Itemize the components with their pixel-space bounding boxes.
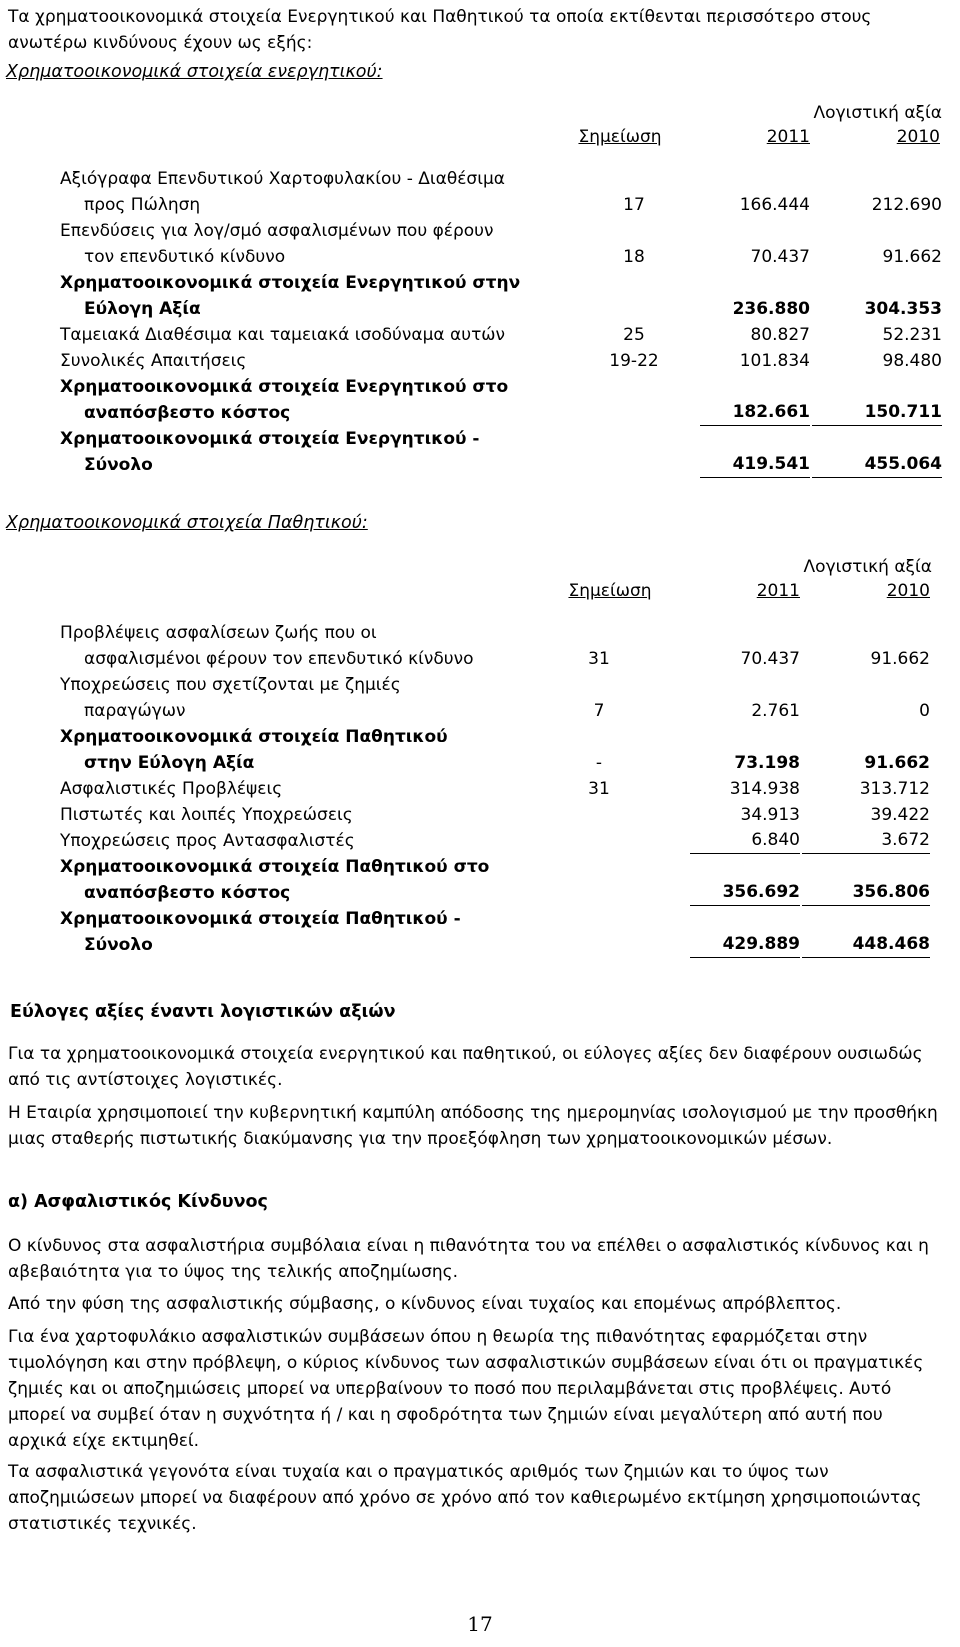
row-label-line-2: στην Εύλογη Αξία <box>84 753 255 773</box>
row-label <box>60 802 580 828</box>
table-row <box>0 166 960 218</box>
fair-value-heading: Εύλογες αξίες έναντι λογιστικών αξιών <box>10 1002 396 1022</box>
row-label-line-1: Επενδύσεις για λογ/σμό ασφαλισμένων που φέρουν <box>60 221 494 241</box>
row-label <box>60 322 580 348</box>
row-label-line-2: Σύνολο <box>84 455 153 475</box>
row-value-2011: 314.938 <box>729 779 800 799</box>
row-label-line-1: Συνολικές Απαιτήσεις <box>60 351 247 371</box>
row-note: 17 <box>623 195 645 215</box>
row-value-2011: 70.437 <box>740 649 800 669</box>
row-label-line-1: Χρηματοοικονομικά στοιχεία Παθητικού στο <box>60 857 490 877</box>
row-label-line-2: παραγώγων <box>84 701 186 721</box>
row-value-2010: 448.468 <box>802 931 930 958</box>
row-value-2011: 166.444 <box>739 195 810 215</box>
assets-section-title: Χρηματοοικονομικά στοιχεία ενεργητικού: <box>6 62 383 82</box>
row-label-line-2: προς Πώληση <box>84 195 201 215</box>
row-label <box>60 348 580 374</box>
row-note: 7 <box>593 701 605 721</box>
insurance-risk-paragraph-1: Ο κίνδυνος στα ασφαλιστήρια συμβόλαια είναι η πιθανότητα του να επέλθει ο ασφαλιστικός κίνδυνος και η αβεβαιότητα για το ύψος της τελικής αποζημίωσης. <box>8 1236 929 1282</box>
row-label <box>60 374 580 426</box>
table-row <box>0 322 960 348</box>
table-row <box>0 374 960 426</box>
fair-value-paragraph-1: Για τα χρηματοοικονομικά στοιχεία ενεργητικού και παθητικού, οι εύλογες αξίες δεν διαφέρουν ουσιωδώς από τις αντίστοιχες λογιστικές. <box>8 1044 923 1090</box>
table-row <box>0 270 960 322</box>
liabilities-year-2010-header: 2010 <box>886 581 930 601</box>
row-value-2010: 455.064 <box>812 451 942 478</box>
row-value-2010: 0 <box>919 701 930 721</box>
table-row <box>0 724 960 776</box>
row-label-line-1: Χρηματοοικονομικά στοιχεία Παθητικού <box>60 727 448 747</box>
row-label-line-2: τον επενδυτικό κίνδυνο <box>84 247 286 267</box>
row-value-2010: 91.662 <box>864 753 930 773</box>
row-value-2010: 52.231 <box>882 325 942 345</box>
row-value-2011: 419.541 <box>700 451 810 478</box>
table-row <box>0 672 960 724</box>
table-row <box>0 620 960 672</box>
row-value-2010: 356.806 <box>802 879 930 906</box>
row-value-2011: 2.761 <box>751 701 800 721</box>
row-label <box>60 906 580 958</box>
row-value-2010: 98.480 <box>882 351 942 371</box>
row-value-2010: 39.422 <box>870 805 930 825</box>
row-value-2011: 182.661 <box>700 399 810 426</box>
row-label-line-1: Υποχρεώσεις προς Αντασφαλιστές <box>60 831 355 851</box>
table-row <box>0 218 960 270</box>
row-value-2010: 91.662 <box>870 649 930 669</box>
row-value-2010: 313.712 <box>859 779 930 799</box>
row-note: 31 <box>588 779 610 799</box>
assets-note-header: Σημείωση <box>578 127 662 147</box>
table-row <box>0 776 960 802</box>
row-value-2011: 6.840 <box>690 827 800 854</box>
table-row <box>0 802 960 828</box>
row-label <box>60 672 580 724</box>
row-value-2011: 70.437 <box>750 247 810 267</box>
row-value-2011: 429.889 <box>690 931 800 958</box>
row-value-2010: 304.353 <box>864 299 942 319</box>
table-row <box>0 854 960 906</box>
row-label-line-2: αναπόσβεστο κόστος <box>84 883 291 903</box>
row-label-line-1: Χρηματοοικονομικά στοιχεία Ενεργητικού στο <box>60 377 509 397</box>
row-label-line-1: Χρηματοοικονομικά στοιχεία Ενεργητικού - <box>60 429 480 449</box>
table-row <box>0 906 960 958</box>
insurance-risk-paragraph-3: Για ένα χαρτοφυλάκιο ασφαλιστικών συμβάσεων όπου η θεωρία της πιθανότητας εφαρμόζεται στην τιμολόγηση και στην πρόβλεψη, ο κύριος κίνδυνος των ασφαλιστικών συμβάσεων είναι ότι οι πραγματικές ζημιές και οι αποζημιώσεις μπορεί να υπερβαίνουν το ποσό που περιλαμβάνεται στις προβλέψεις. Αυτό μπορεί να συμβεί όταν η συχνότητα ή / και η σφοδρότητα των ζημιών είναι μεγαλύτερη από αυτή που αρχικά είχε εκτιμηθεί. <box>8 1327 924 1451</box>
table-row <box>0 426 960 478</box>
insurance-risk-paragraph-2: Από την φύση της ασφαλιστικής σύμβασης, ο κίνδυνος είναι τυχαίος και επομένως απρόβλεπτος. <box>8 1294 842 1314</box>
table-row <box>0 828 960 854</box>
row-label-line-1: Αξιόγραφα Επενδυτικού Χαρτοφυλακίου - Διαθέσιμα <box>60 169 505 189</box>
row-value-2010: 150.711 <box>812 399 942 426</box>
liabilities-year-2011-header: 2011 <box>756 581 800 601</box>
row-label <box>60 828 580 854</box>
row-value-2010: 91.662 <box>882 247 942 267</box>
row-value-2011: 236.880 <box>732 299 810 319</box>
row-label-line-1: Πιστωτές και λοιπές Υποχρεώσεις <box>60 805 353 825</box>
liabilities-note-header: Σημείωση <box>568 581 652 601</box>
row-value-2011: 34.913 <box>740 805 800 825</box>
row-note: 19-22 <box>609 351 659 371</box>
assets-year-2011-header: 2011 <box>766 127 810 147</box>
row-value-2011: 101.834 <box>739 351 810 371</box>
assets-value-label: Λογιστική αξία <box>813 103 942 123</box>
row-note: 25 <box>623 325 645 345</box>
row-value-2010: 212.690 <box>871 195 942 215</box>
liabilities-value-label: Λογιστική αξία <box>803 557 932 577</box>
row-value-2010: 3.672 <box>802 827 930 854</box>
liabilities-section-title: Χρηματοοικονομικά στοιχεία Παθητικού: <box>6 513 368 533</box>
row-label-line-1: Ασφαλιστικές Προβλέψεις <box>60 779 283 799</box>
row-label-line-1: Χρηματοοικονομικά στοιχεία Ενεργητικού στην <box>60 273 521 293</box>
row-label-line-2: Εύλογη Αξία <box>84 299 201 319</box>
page-number: 17 <box>467 1612 493 1636</box>
row-label-line-2: ασφαλισμένοι φέρουν τον επενδυτικό κίνδυνο <box>84 649 474 669</box>
intro-paragraph: Τα χρηματοοικονομικά στοιχεία Ενεργητικού και Παθητικού τα οποία εκτίθενται περισσότερο στους ανωτέρω κινδύνους έχουν ως εξής: <box>8 7 872 53</box>
row-note: 18 <box>623 247 645 267</box>
row-label <box>60 854 580 906</box>
insurance-risk-heading: α) Ασφαλιστικός Κίνδυνος <box>8 1192 268 1212</box>
row-label <box>60 270 580 322</box>
row-value-2011: 80.827 <box>750 325 810 345</box>
row-label-line-1: Προβλέψεις ασφαλίσεων ζωής που οι <box>60 623 377 643</box>
row-value-2011: 356.692 <box>690 879 800 906</box>
row-note: - <box>595 753 603 773</box>
row-label-line-2: Σύνολο <box>84 935 153 955</box>
assets-year-2010-header: 2010 <box>896 127 940 147</box>
insurance-risk-paragraph-4: Τα ασφαλιστικά γεγονότα είναι τυχαία και ο πραγματικός αριθμός των ζημιών και το ύψος των αποζημιώσεων μπορεί να διαφέρουν από χρόνο σε χρόνο από τον καθιερωμένο εκτίμηση χρησιμοποιώντας στατιστικές τεχνικές. <box>8 1462 922 1534</box>
row-label <box>60 426 580 478</box>
row-label-line-1: Χρηματοοικονομικά στοιχεία Παθητικού - <box>60 909 461 929</box>
row-label-line-1: Υποχρεώσεις που σχετίζονται με ζημιές <box>60 675 401 695</box>
table-row <box>0 348 960 374</box>
row-label <box>60 620 580 672</box>
row-value-2011: 73.198 <box>734 753 800 773</box>
row-label-line-2: αναπόσβεστο κόστος <box>84 403 291 423</box>
fair-value-paragraph-2: Η Εταιρία χρησιμοποιεί την κυβερνητική καμπύλη απόδοσης της ημερομηνίας ισολογισμού με την προσθήκη μιας σταθερής πιστωτικής διακύμανσης για την προεξόφληση των χρηματοοικονομικών μέσων. <box>8 1103 938 1149</box>
row-label <box>60 166 580 218</box>
row-label-line-1: Ταμειακά Διαθέσιμα και ταμειακά ισοδύναμα αυτών <box>60 325 506 345</box>
row-note: 31 <box>588 649 610 669</box>
row-label <box>60 724 580 776</box>
row-label <box>60 776 580 802</box>
row-label <box>60 218 580 270</box>
